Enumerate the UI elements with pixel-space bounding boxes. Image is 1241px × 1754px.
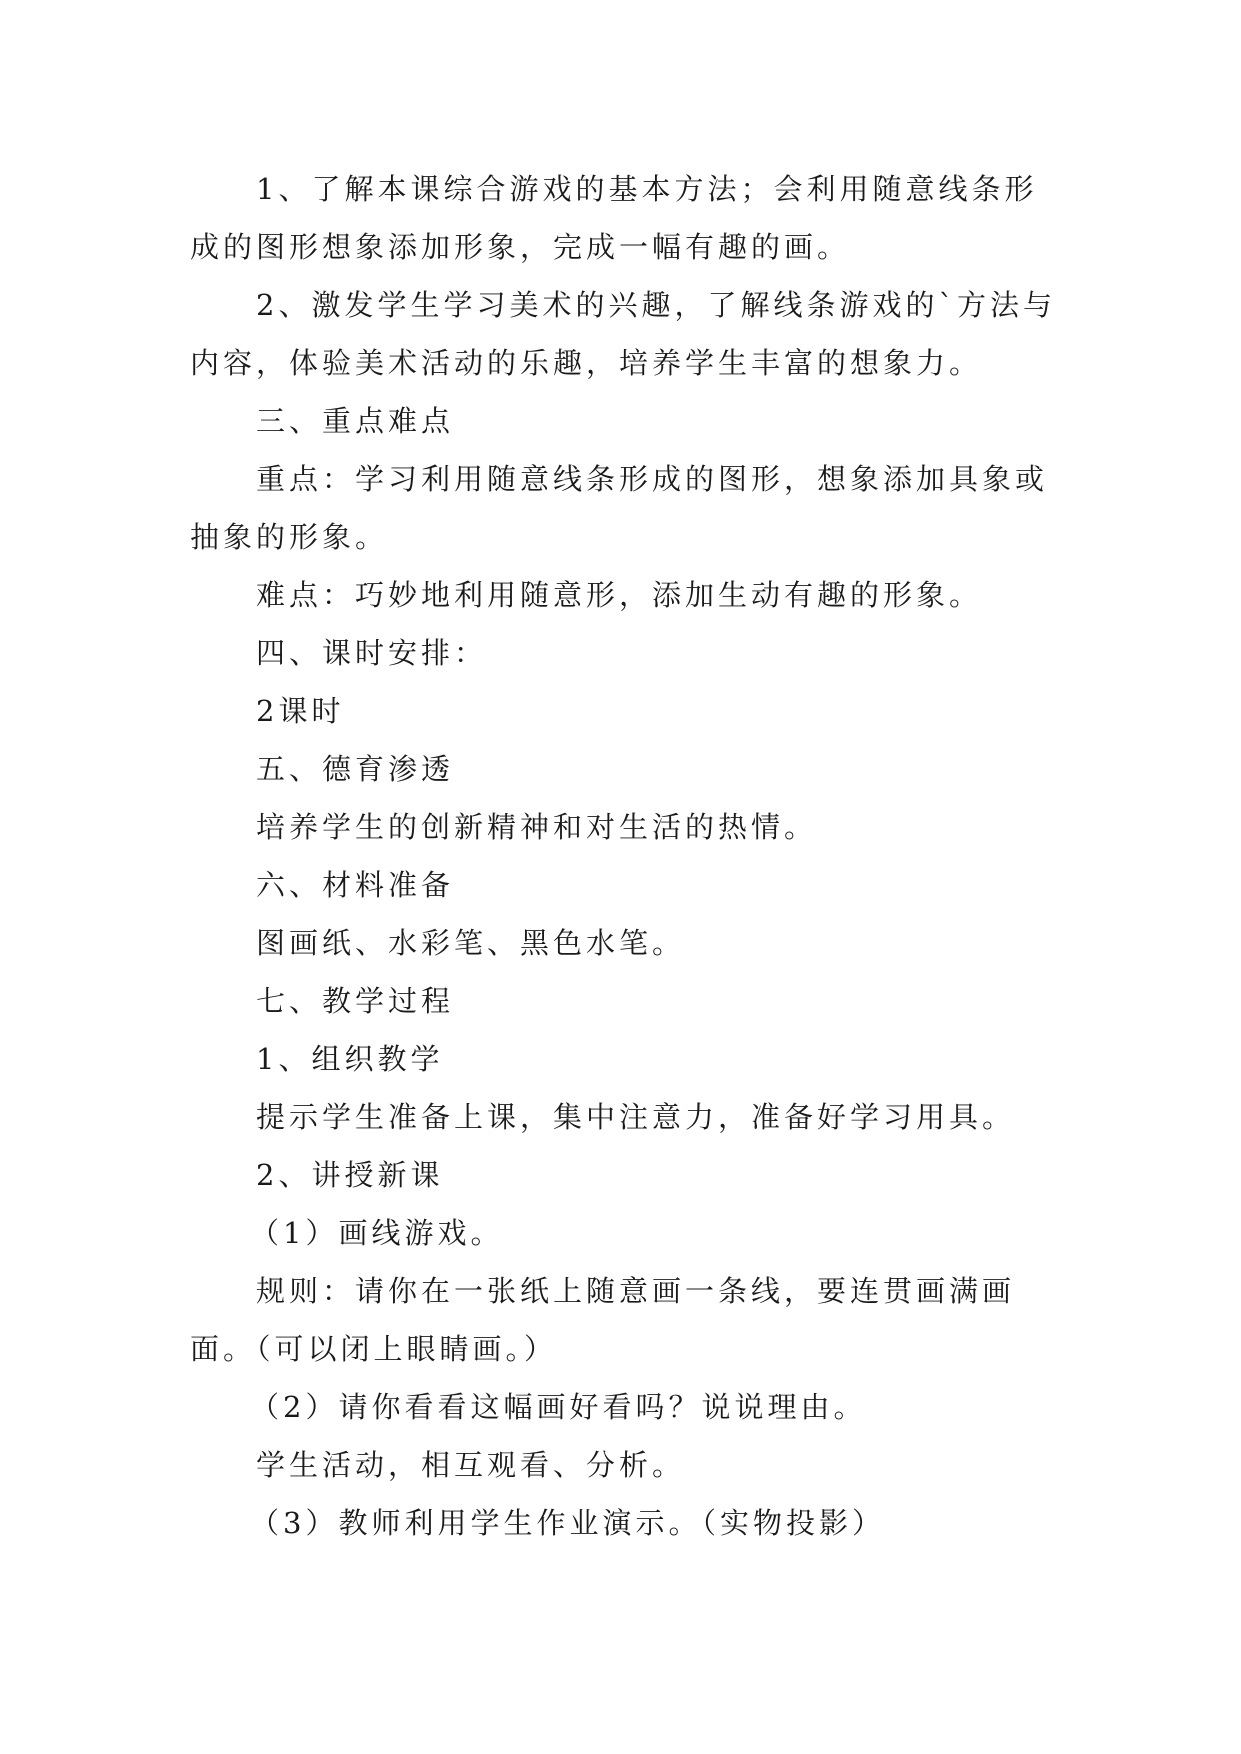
paragraph-objective-2: 2、激发学生学习美术的兴趣，了解线条游戏的`方法与内容，体验美术活动的乐趣，培养学生丰富的想象力。 (190, 288, 1056, 380)
heading-organize-teaching: 1、组织教学 (256, 1042, 444, 1076)
paragraph-difficult-point: 难点：巧妙地利用随意形，添加生动有趣的形象。 (256, 578, 983, 612)
paragraph-objective-1: 1、了解本课综合游戏的基本方法；会利用随意线条形成的图形想象添加形象，完成一幅有趣的画。 (190, 172, 1038, 264)
paragraph-student-activity: 学生活动，相互观看、分析。 (256, 1448, 686, 1482)
paragraph-step-3: （3）教师利用学生作业演示。（实物投影） (250, 1506, 885, 1540)
heading-materials: 六、材料准备 (256, 868, 455, 902)
paragraph-moral-education: 培养学生的创新精神和对生活的热情。 (256, 810, 818, 844)
paragraph-step-2: （2）请你看看这幅画好看吗？说说理由。 (250, 1390, 867, 1424)
heading-class-schedule: 四、课时安排： (256, 636, 488, 670)
heading-moral-education: 五、德育渗透 (256, 752, 455, 786)
paragraph-key-point: 重点：学习利用随意线条形成的图形，想象添加具象或抽象的形象。 (190, 462, 1049, 554)
paragraph-class-hours: 2课时 (256, 694, 345, 728)
heading-new-lesson: 2、讲授新课 (256, 1158, 444, 1192)
paragraph-organize-teaching: 提示学生准备上课，集中注意力，准备好学习用具。 (256, 1100, 1016, 1134)
heading-key-difficult-points: 三、重点难点 (256, 404, 455, 438)
paragraph-rules: 规则：请你在一张纸上随意画一条线，要连贯画满画面。（可以闭上眼睛画。） (190, 1274, 1016, 1366)
document-body (190, 160, 1062, 1552)
paragraph-step-1: （1）画线游戏。 (250, 1216, 504, 1250)
paragraph-materials: 图画纸、水彩笔、黑色水笔。 (256, 926, 686, 960)
heading-teaching-process: 七、教学过程 (256, 984, 455, 1018)
